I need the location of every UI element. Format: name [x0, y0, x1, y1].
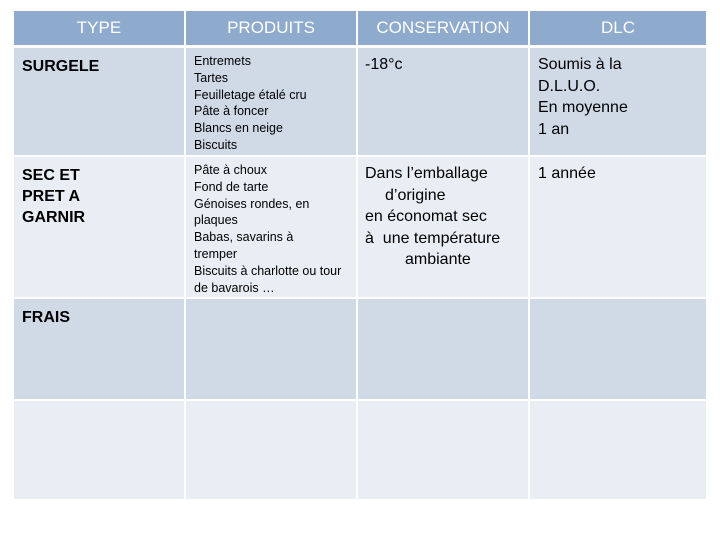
produit-item: Tartes: [194, 70, 229, 85]
row-sec-dlc: [530, 157, 706, 299]
produit-item: Fond de tarte: [194, 179, 269, 194]
row-empty-produits: [186, 401, 358, 501]
row-empty-dlc: [530, 401, 706, 501]
conservation-line: en économat sec: [365, 208, 487, 225]
row-surgele-dlc: [530, 48, 706, 157]
row-empty-type: [14, 401, 186, 501]
row-sec-conservation: [358, 157, 530, 299]
produit-item: Biscuits à charlotte ou tour de bavarois …: [194, 263, 342, 295]
row-surgele-type: SURGELE: [14, 48, 186, 157]
row-sec-type: [14, 157, 186, 299]
header-dlc: DLC: [530, 11, 706, 48]
row-frais-conservation: [358, 299, 530, 401]
produit-item: Génoises rondes, en plaques: [194, 196, 310, 228]
conservation-line: -18°c: [365, 56, 403, 73]
dlc-line: Soumis à la: [538, 56, 622, 73]
dlc-line: D.L.U.O.: [538, 77, 601, 95]
conservation-line: ambiante: [405, 251, 471, 268]
dlc-line: En moyenne: [538, 99, 628, 116]
product-table: [14, 11, 706, 501]
row-frais-dlc: [530, 299, 706, 401]
conservation-line: à une température: [365, 229, 501, 247]
produit-item: Blancs en neige: [194, 121, 283, 136]
dlc-line: 1 année: [538, 165, 596, 182]
row-surgele-produits: [186, 48, 358, 157]
produit-item: Biscuits: [194, 137, 238, 152]
header-conservation: CONSERVATION: [358, 11, 530, 48]
row-empty-conservation: [358, 401, 530, 501]
produit-item: Pâte à choux: [194, 163, 267, 177]
produit-item: Feuilletage étalé cru: [194, 87, 307, 102]
row-frais-type: FRAIS: [14, 299, 186, 401]
conservation-line: d’origine: [385, 186, 446, 204]
produit-item: Pâte à foncer: [194, 104, 269, 119]
row-frais-produits: [186, 299, 358, 401]
header-produits: PRODUITS: [186, 11, 358, 48]
row-sec-type-label: SEC ET PRET A GARNIR: [22, 167, 86, 226]
produit-item: Entremets: [194, 54, 251, 68]
row-sec-produits: [186, 157, 358, 299]
row-surgele-conservation: [358, 48, 530, 157]
produit-item: Babas, savarins à tremper: [194, 230, 294, 261]
dlc-line: 1 an: [538, 120, 570, 138]
header-type: TYPE: [14, 11, 186, 48]
conservation-line: Dans l’emballage: [365, 165, 488, 182]
